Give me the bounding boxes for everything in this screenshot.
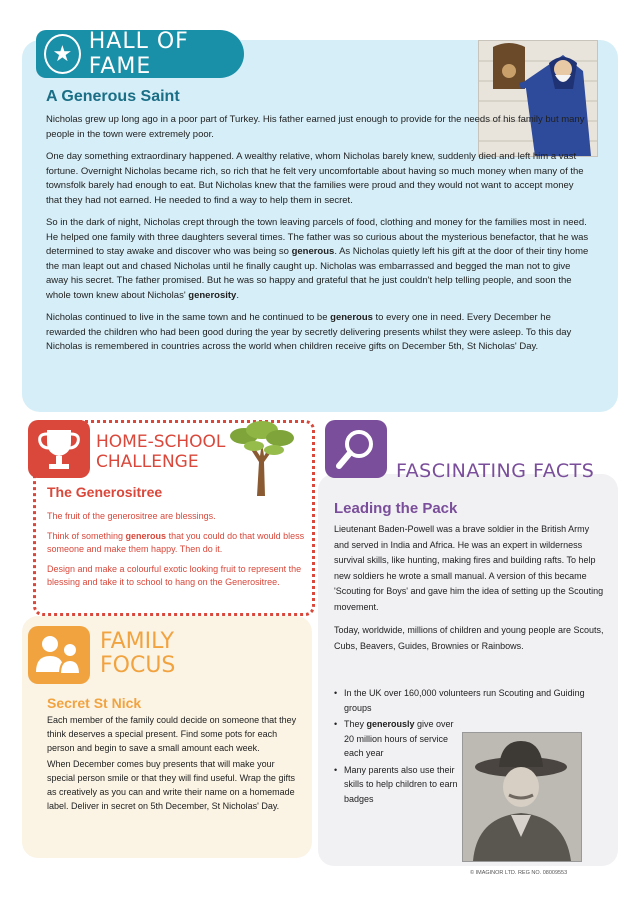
list-item: • In the UK over 160,000 volunteers run Scouting and Guiding groups <box>334 686 604 715</box>
paragraph <box>47 530 305 557</box>
family-focus-body <box>47 713 297 815</box>
text-span: . As Nicholas quietly left his gift at the door of their tiny home the man leapt out and chased Nicholas until he finally caught up. Nicholas was embarrassed and begged the man not to give away his secret. The father promised. But he was so happy and grateful that he just couldn't help telling people, and soon the whole town knew about Nicholas' <box>46 246 589 301</box>
paragraph: Nicholas grew up long ago in a poor part of Turkey. His father earned just enough to provide for the needs of his family but many people in the town were extremely poor. <box>46 114 585 140</box>
facts-title: FASCINATING FACTS <box>396 460 595 482</box>
paragraph: Design and make a colourful exotic looking fruit to represent the blessing and take it to school to hang on the Generositree. <box>47 563 302 587</box>
magnifier-icon <box>325 420 387 478</box>
text-span: So in the dark of night, Nicholas crept through the town leaving parcels of food, clothing and money for the families most in need. He helped one family with three daughters several times. The father was so curious about the mysterious benefactor, that he was determined to stay awake and discover who was being so <box>46 217 589 257</box>
paragraph: Each member of the family could decide on someone that they think deserves a special present. Find some pots for each person and begin to save a small amount each week. <box>47 715 297 753</box>
family-focus-title-line: FOCUS <box>100 653 176 678</box>
hall-of-fame-banner <box>36 30 244 78</box>
text-span: that you could do that would bless someone and make them happy. Then do it. <box>47 530 305 554</box>
family-focus-title-line: FAMILY <box>100 629 174 654</box>
challenge-body <box>47 510 305 596</box>
paragraph: Lieutenant Baden-Powell was a brave soldier in the British Army and served in India and Africa. He was an expert in wilderness survival skills, like hunting, making fires and building rafts. To help new soldiers he wrote a small manual. A version of this became 'Scouting for Boys' and gave him the idea of setting up the Scouting movement. <box>334 524 604 612</box>
text-span: . <box>236 289 239 301</box>
highlight-word: generously <box>366 719 415 729</box>
facts-subtitle: Leading the Pack <box>334 500 458 517</box>
paragraph: Today, worldwide, millions of children and young people are Scouts, Cubs, Beavers, Guides, Brownies or Rainbows. <box>334 625 604 651</box>
paragraph: One day something extraordinary happened. A wealthy relative, whom Nicholas barely knew, suddenly died and left him a vast fortune. Overnight Nicholas became rich, so rich that he felt very uncomfortable about having so much money when many of the townsfolk barely had enough to eat. But Nicholas knew that the families were proud and they would not want to accept money that they had not earned. He needed to find a way to help them in secret. <box>46 151 584 206</box>
hall-of-fame-subtitle: A Generous Saint <box>46 88 180 105</box>
challenge-title <box>96 432 225 472</box>
paragraph: When December comes buy presents that will make your special person smile or that they will find useful. Wrap the gifts as creatively as you can and write their name on a homemade label. Deliver in secret on 5th December, St Nicholas' Day. <box>47 759 295 811</box>
copyright-notice: © IMAGINOR LTD. REG NO. 08009553 <box>470 870 568 876</box>
paragraph: The fruit of the generositree are blessings. <box>47 511 216 521</box>
text-span: to every one in need. Every December he rewarded the children who had been good during the year by secretly delivering presents whilst they were asleep. To this day Nicholas is remembered in countries across the world when children receive gifts on December 5th, St Nicholas' Day. <box>46 312 572 352</box>
text-span: They <box>344 719 367 729</box>
hall-of-fame-title: HALL OF FAME <box>88 29 189 79</box>
highlight-word: generous <box>330 312 373 323</box>
baden-powell-photo <box>462 732 582 862</box>
family-icon <box>28 626 90 684</box>
list-item: • Many parents also use their skills to help children to earn badges <box>334 763 462 807</box>
star-icon: ★ <box>44 34 81 74</box>
highlight-word: generosity <box>188 289 237 301</box>
tree-icon <box>226 418 296 496</box>
trophy-icon <box>28 420 90 478</box>
facts-body <box>334 522 604 662</box>
challenge-title-line: HOME-SCHOOL <box>96 432 226 452</box>
paragraph <box>46 311 591 355</box>
paragraph <box>46 216 591 303</box>
family-focus-subtitle: Secret St Nick <box>47 695 142 711</box>
hall-of-fame-body <box>46 113 591 363</box>
highlight-word: generous <box>291 246 335 257</box>
text-span: Nicholas continued to live in the same town and he continued to be <box>46 312 331 323</box>
highlight-word: generous <box>125 530 167 541</box>
text-span: Think of something <box>47 530 126 541</box>
family-focus-title <box>100 630 175 678</box>
challenge-subtitle: The Generositree <box>47 484 163 500</box>
list-item <box>334 717 462 761</box>
text-span: give over 20 million hours of service each year <box>344 719 454 758</box>
challenge-title-line: CHALLENGE <box>96 452 199 472</box>
